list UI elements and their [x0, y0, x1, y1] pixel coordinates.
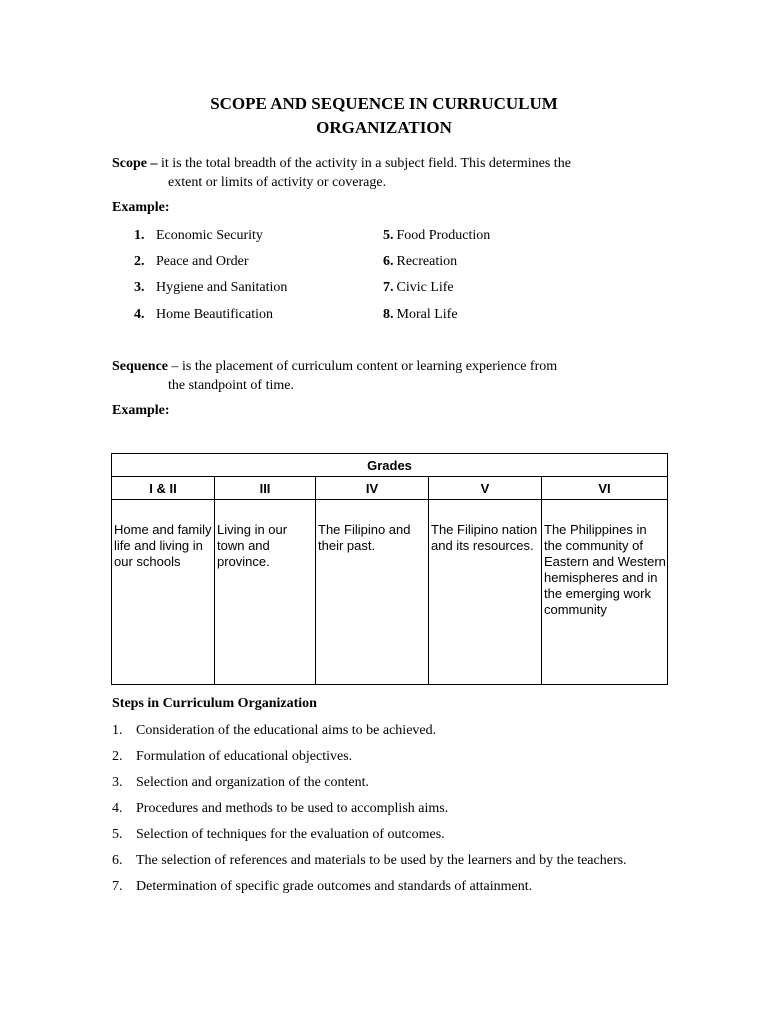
step-item: [112, 774, 660, 792]
scope-example-item: [383, 253, 457, 271]
step-item: [112, 800, 660, 818]
scope-example-item: [134, 253, 249, 271]
step-text: Selection and organization of the content.: [136, 775, 370, 790]
scope-example-label-text: Economic Security: [156, 228, 263, 243]
scope-example-item: [383, 227, 490, 245]
step-number: 6.: [112, 853, 123, 868]
grades-table: [111, 453, 668, 685]
grade-content-cell: Home and family life and living in our schools: [112, 500, 215, 685]
step-item: [112, 852, 660, 870]
scope-example-label-text: Food Production: [396, 228, 491, 243]
scope-example-number: 5.: [383, 228, 394, 243]
grade-column-header: I & II: [112, 477, 215, 500]
scope-example-number: 8.: [383, 307, 394, 322]
step-text: Formulation of educational objectives.: [136, 749, 353, 764]
sequence-text-continuation: the standpoint of time.: [168, 378, 294, 393]
scope-example-item: [134, 279, 287, 297]
grade-column-header: III: [215, 477, 316, 500]
steps-heading: Steps in Curriculum Organization: [112, 696, 317, 711]
page-title: [0, 92, 768, 140]
scope-example-label: Example:: [112, 200, 170, 215]
scope-example-number: 7.: [383, 280, 394, 295]
scope-example-item: [383, 306, 458, 324]
sequence-term: Sequence: [112, 359, 168, 374]
scope-example-number: 3.: [134, 280, 145, 295]
scope-example-item: [134, 306, 273, 324]
scope-example-label-text: Peace and Order: [156, 254, 249, 269]
step-text: Determination of specific grade outcomes and standards of attainment.: [136, 879, 533, 894]
scope-example-item: [383, 279, 454, 297]
grade-column-header: VI: [542, 477, 668, 500]
grade-content-cell: Living in our town and province.: [215, 500, 316, 685]
scope-example-number: 4.: [134, 307, 145, 322]
step-number: 3.: [112, 775, 123, 790]
grade-content-cell: The Filipino and their past.: [316, 500, 429, 685]
grade-columns-row: [112, 477, 668, 500]
page-title-line-1: SCOPE AND SEQUENCE IN CURRUCULUM: [210, 94, 558, 113]
scope-text-continuation: extent or limits of activity or coverage.: [168, 175, 387, 190]
grade-column-header: IV: [316, 477, 429, 500]
step-item: [112, 878, 660, 896]
scope-text: it is the total breadth of the activity in a subject field. This determines the: [157, 156, 571, 171]
step-text: Consideration of the educational aims to be achieved.: [136, 723, 437, 738]
sequence-definition: [112, 357, 654, 395]
grade-content-cell: The Filipino nation and its resources.: [429, 500, 542, 685]
scope-example-label-text: Recreation: [396, 254, 458, 269]
steps-list: [112, 722, 660, 904]
step-number: 1.: [112, 723, 123, 738]
step-item: [112, 748, 660, 766]
sequence-text: – is the placement of curriculum content or learning experience from: [168, 359, 558, 374]
step-number: 7.: [112, 879, 123, 894]
step-number: 2.: [112, 749, 123, 764]
scope-example-number: 2.: [134, 254, 145, 269]
sequence-example-label: Example:: [112, 403, 170, 418]
scope-definition: [112, 154, 654, 192]
scope-example-number: 1.: [134, 228, 145, 243]
scope-example-label-text: Moral Life: [396, 307, 458, 322]
step-text: The selection of references and materials to be used by the learners and by the teachers.: [136, 853, 627, 868]
grades-table-header: Grades: [112, 454, 668, 477]
scope-example-item: [134, 227, 263, 245]
grade-content-cell: The Philippines in the community of Eastern and Western hemispheres and in the emerging work community: [542, 500, 668, 685]
grade-content-row: [112, 500, 668, 685]
scope-example-label-text: Hygiene and Sanitation: [156, 280, 288, 295]
step-text: Selection of techniques for the evaluation of outcomes.: [136, 827, 445, 842]
scope-example-label-text: Civic Life: [396, 280, 454, 295]
scope-example-number: 6.: [383, 254, 394, 269]
step-number: 5.: [112, 827, 123, 842]
scope-term: Scope –: [112, 156, 158, 171]
step-number: 4.: [112, 801, 123, 816]
page-title-line-2: ORGANIZATION: [316, 118, 452, 137]
step-item: [112, 722, 660, 740]
step-text: Procedures and methods to be used to accomplish aims.: [136, 801, 449, 816]
scope-example-label-text: Home Beautification: [156, 307, 274, 322]
grade-column-header: V: [429, 477, 542, 500]
grades-header-row: [112, 454, 668, 477]
step-item: [112, 826, 660, 844]
